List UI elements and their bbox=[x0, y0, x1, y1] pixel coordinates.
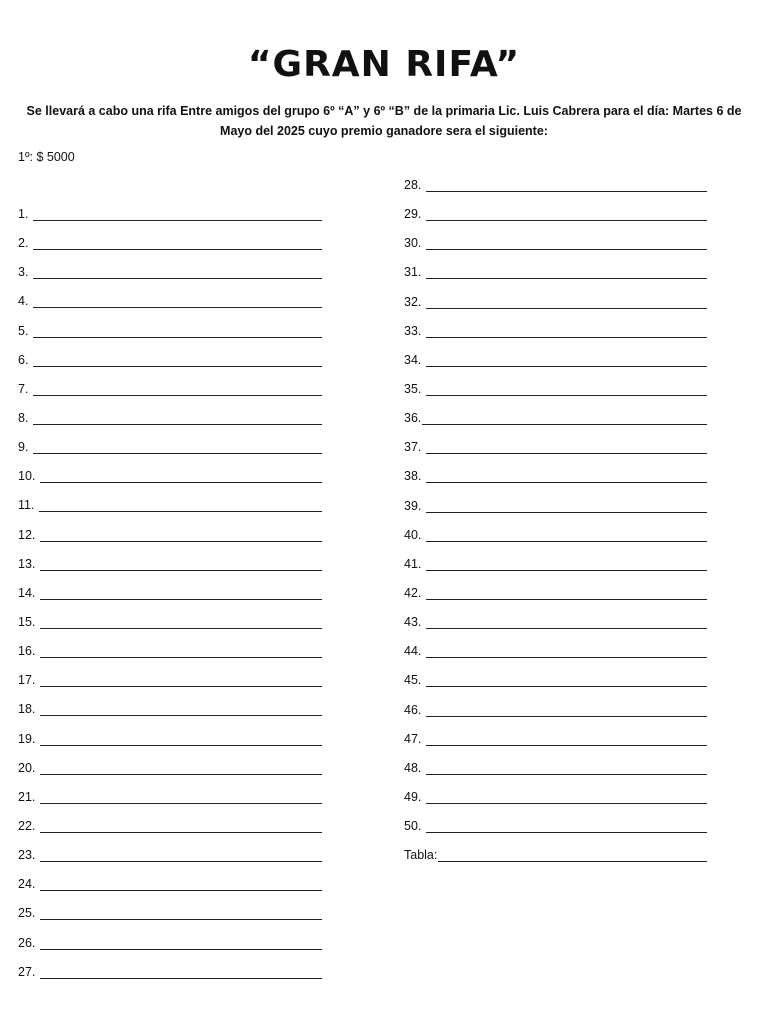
name-blank-line[interactable] bbox=[39, 497, 322, 512]
name-blank-line[interactable] bbox=[40, 876, 322, 891]
name-blank-line[interactable] bbox=[426, 206, 707, 221]
name-blank-line[interactable] bbox=[33, 264, 322, 279]
raffle-entry bbox=[18, 323, 348, 352]
tabla-entry bbox=[404, 847, 734, 876]
entry-number: 40. bbox=[404, 527, 425, 542]
entry-number: 46. bbox=[404, 702, 425, 717]
entry-number: 36. bbox=[404, 411, 422, 426]
raffle-entry bbox=[404, 410, 734, 439]
entry-number: Tabla: bbox=[404, 848, 438, 863]
entry-number: 23. bbox=[18, 848, 39, 863]
name-blank-line[interactable] bbox=[40, 701, 322, 716]
entries-column-right bbox=[404, 177, 734, 876]
raffle-entry bbox=[18, 643, 348, 672]
raffle-entry bbox=[18, 905, 348, 934]
name-blank-line[interactable] bbox=[40, 789, 322, 804]
name-blank-line[interactable] bbox=[40, 935, 322, 950]
name-blank-line[interactable] bbox=[40, 672, 322, 687]
name-blank-line[interactable] bbox=[33, 206, 322, 221]
name-blank-line[interactable] bbox=[426, 818, 707, 833]
raffle-entry bbox=[404, 585, 734, 614]
name-blank-line[interactable] bbox=[426, 789, 707, 804]
entry-number: 4. bbox=[18, 294, 32, 309]
name-blank-line[interactable] bbox=[33, 381, 322, 396]
entry-number: 26. bbox=[18, 935, 39, 950]
raffle-entry bbox=[18, 527, 348, 556]
name-blank-line[interactable] bbox=[426, 614, 707, 629]
raffle-entry bbox=[404, 498, 734, 527]
entry-number: 6. bbox=[18, 352, 32, 367]
name-blank-line[interactable] bbox=[33, 323, 322, 338]
name-blank-line[interactable] bbox=[40, 905, 322, 920]
raffle-entry bbox=[404, 177, 734, 206]
entry-number: 14. bbox=[18, 585, 39, 600]
entry-number: 39. bbox=[404, 498, 425, 513]
name-blank-line[interactable] bbox=[33, 439, 322, 454]
entry-number: 10. bbox=[18, 469, 39, 484]
name-blank-line[interactable] bbox=[438, 847, 707, 862]
raffle-entry bbox=[18, 468, 348, 497]
name-blank-line[interactable] bbox=[40, 556, 322, 571]
name-blank-line[interactable] bbox=[426, 672, 707, 687]
raffle-entry bbox=[404, 206, 734, 235]
raffle-entry bbox=[18, 439, 348, 468]
raffle-entry bbox=[18, 935, 348, 964]
raffle-entry bbox=[404, 614, 734, 643]
name-blank-line[interactable] bbox=[426, 235, 707, 250]
raffle-entry bbox=[404, 789, 734, 818]
entry-number: 30. bbox=[404, 236, 425, 251]
entry-number: 34. bbox=[404, 352, 425, 367]
name-blank-line[interactable] bbox=[40, 818, 322, 833]
entry-number: 24. bbox=[18, 877, 39, 892]
raffle-entry bbox=[404, 381, 734, 410]
name-blank-line[interactable] bbox=[426, 352, 707, 367]
raffle-entry bbox=[18, 614, 348, 643]
entry-number: 18. bbox=[18, 702, 39, 717]
name-blank-line[interactable] bbox=[40, 847, 322, 862]
entry-number: 29. bbox=[404, 207, 425, 222]
entries-column-left bbox=[18, 206, 348, 993]
raffle-entry bbox=[18, 497, 348, 526]
name-blank-line[interactable] bbox=[40, 468, 322, 483]
name-blank-line[interactable] bbox=[426, 527, 707, 542]
entry-number: 45. bbox=[404, 673, 425, 688]
raffle-entry bbox=[18, 731, 348, 760]
raffle-entry bbox=[404, 760, 734, 789]
raffle-entry bbox=[18, 235, 348, 264]
name-blank-line[interactable] bbox=[40, 731, 322, 746]
entry-number: 13. bbox=[18, 556, 39, 571]
raffle-entry bbox=[18, 701, 348, 730]
name-blank-line[interactable] bbox=[40, 527, 322, 542]
name-blank-line[interactable] bbox=[426, 643, 707, 658]
raffle-entry bbox=[18, 410, 348, 439]
raffle-entry bbox=[18, 847, 348, 876]
raffle-entry bbox=[404, 439, 734, 468]
raffle-entry bbox=[404, 643, 734, 672]
entry-number: 12. bbox=[18, 527, 39, 542]
raffle-entry bbox=[404, 731, 734, 760]
entry-number: 5. bbox=[18, 323, 32, 338]
entry-number: 42. bbox=[404, 585, 425, 600]
entry-number: 48. bbox=[404, 760, 425, 775]
name-blank-line[interactable] bbox=[33, 235, 322, 250]
entry-number: 37. bbox=[404, 440, 425, 455]
name-blank-line[interactable] bbox=[426, 381, 707, 396]
name-blank-line[interactable] bbox=[40, 760, 322, 775]
name-blank-line[interactable] bbox=[40, 643, 322, 658]
name-blank-line[interactable] bbox=[40, 964, 322, 979]
raffle-entry bbox=[404, 818, 734, 847]
entry-number: 27. bbox=[18, 964, 39, 979]
name-blank-line[interactable] bbox=[33, 293, 322, 308]
raffle-entry bbox=[18, 789, 348, 818]
raffle-entry bbox=[18, 876, 348, 905]
raffle-entry bbox=[404, 527, 734, 556]
entry-number: 28. bbox=[404, 178, 425, 192]
entry-number: 44. bbox=[404, 644, 425, 659]
name-blank-line[interactable] bbox=[426, 585, 707, 600]
raffle-entry bbox=[404, 323, 734, 352]
entry-number: 15. bbox=[18, 614, 39, 629]
entry-number: 16. bbox=[18, 644, 39, 659]
prize-line: 1º: $ 5000 bbox=[18, 150, 75, 164]
name-blank-line[interactable] bbox=[426, 177, 707, 192]
name-blank-line[interactable] bbox=[422, 410, 707, 425]
raffle-entry bbox=[18, 818, 348, 847]
raffle-entry bbox=[404, 556, 734, 585]
entry-number: 49. bbox=[404, 789, 425, 804]
raffle-entry bbox=[18, 672, 348, 701]
raffle-entry bbox=[18, 585, 348, 614]
name-blank-line[interactable] bbox=[33, 352, 322, 367]
entry-number: 33. bbox=[404, 323, 425, 338]
name-blank-line[interactable] bbox=[40, 585, 322, 600]
entry-number: 25. bbox=[18, 906, 39, 921]
name-blank-line[interactable] bbox=[426, 468, 707, 483]
entry-number: 11. bbox=[18, 498, 38, 513]
entry-number: 7. bbox=[18, 381, 32, 396]
entry-number: 32. bbox=[404, 294, 425, 309]
name-blank-line[interactable] bbox=[426, 323, 707, 338]
entry-number: 50. bbox=[404, 819, 425, 834]
entry-number: 2. bbox=[18, 236, 32, 251]
entry-number: 19. bbox=[18, 731, 39, 746]
name-blank-line[interactable] bbox=[426, 498, 707, 513]
entry-number: 38. bbox=[404, 469, 425, 484]
entry-number: 8. bbox=[18, 410, 32, 425]
entry-number: 3. bbox=[18, 265, 32, 280]
name-blank-line[interactable] bbox=[426, 439, 707, 454]
name-blank-line[interactable] bbox=[40, 614, 322, 629]
raffle-entry bbox=[404, 264, 734, 293]
raffle-entry bbox=[18, 264, 348, 293]
raffle-entry bbox=[404, 235, 734, 264]
raffle-entry bbox=[18, 964, 348, 993]
raffle-entry bbox=[404, 294, 734, 323]
entry-number: 21. bbox=[18, 789, 39, 804]
raffle-entry bbox=[404, 468, 734, 497]
raffle-entry bbox=[18, 760, 348, 789]
raffle-entry bbox=[404, 352, 734, 381]
entry-number: 47. bbox=[404, 731, 425, 746]
raffle-entry bbox=[18, 556, 348, 585]
entry-number: 20. bbox=[18, 760, 39, 775]
raffle-entry bbox=[18, 381, 348, 410]
raffle-entry bbox=[18, 293, 348, 322]
entry-number: 35. bbox=[404, 381, 425, 396]
entry-number: 22. bbox=[18, 818, 39, 833]
raffle-entry bbox=[18, 352, 348, 381]
name-blank-line[interactable] bbox=[426, 702, 707, 717]
raffle-title: “GRAN RIFA” bbox=[247, 44, 521, 85]
name-blank-line[interactable] bbox=[426, 264, 707, 279]
raffle-entry bbox=[404, 672, 734, 701]
name-blank-line[interactable] bbox=[426, 556, 707, 571]
entry-number: 1. bbox=[18, 207, 32, 221]
entry-number: 17. bbox=[18, 673, 39, 688]
raffle-entry bbox=[404, 702, 734, 731]
name-blank-line[interactable] bbox=[426, 294, 707, 309]
entry-number: 31. bbox=[404, 265, 425, 280]
entry-number: 41. bbox=[404, 556, 425, 571]
name-blank-line[interactable] bbox=[426, 760, 707, 775]
name-blank-line[interactable] bbox=[426, 731, 707, 746]
raffle-entry bbox=[18, 206, 348, 235]
entry-number: 9. bbox=[18, 440, 32, 455]
raffle-description: Se llevará a cabo una rifa Entre amigos del grupo 6º “A” y 6º “B” de la primaria Lic. Luis Cabrera para el día: Martes 6 de Mayo del 2025 cuyo premio ganadore sera el siguiente: bbox=[26, 104, 742, 138]
entry-number: 43. bbox=[404, 615, 425, 630]
name-blank-line[interactable] bbox=[33, 410, 322, 425]
